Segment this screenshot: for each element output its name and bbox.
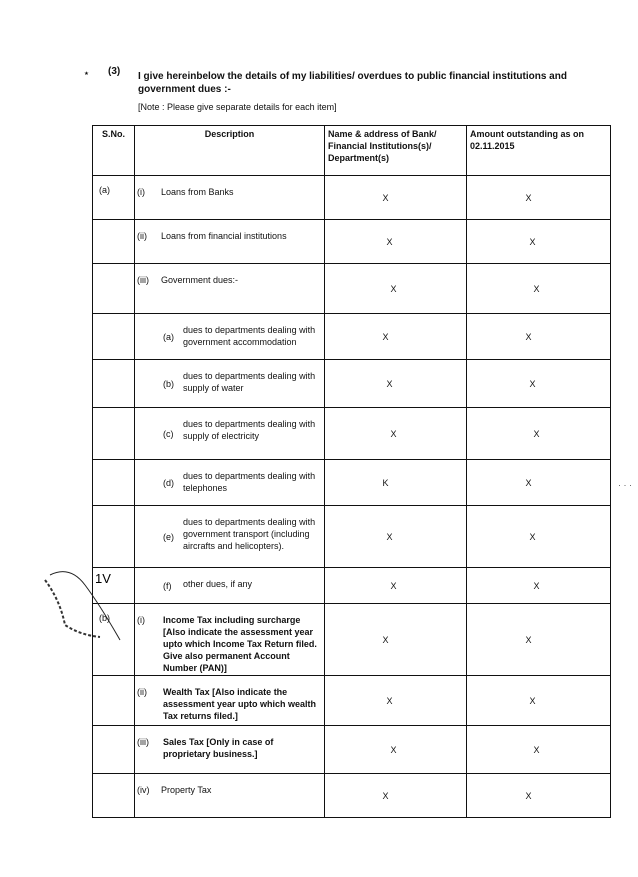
- margin-note: 1V: [95, 571, 111, 586]
- cell-amount: [467, 360, 611, 408]
- cell-amount: [467, 726, 611, 774]
- cell-description: [135, 726, 325, 774]
- cross-mark: X: [386, 378, 393, 389]
- cross-mark: X: [525, 634, 532, 645]
- cross-mark: X: [390, 744, 397, 755]
- cell-sno: [93, 314, 135, 360]
- cell-name-address: [325, 604, 467, 676]
- cross-mark: X: [529, 695, 536, 706]
- cell-amount: [467, 176, 611, 220]
- cell-description: [135, 176, 325, 220]
- cell-amount: [467, 264, 611, 314]
- item-description: Property Tax: [161, 785, 212, 795]
- cell-amount: [467, 220, 611, 264]
- item-description: Wealth Tax [Also indicate the assessment year upto which wealth Tax returns filed.]: [163, 687, 317, 721]
- cross-mark: X: [525, 477, 532, 488]
- liabilities-table: [92, 125, 611, 818]
- item-description: dues to departments dealing with telephones: [183, 471, 316, 493]
- cell-amount: [467, 568, 611, 604]
- cell-description: [135, 506, 325, 568]
- item-number: (iii): [137, 737, 149, 747]
- table-row: [93, 726, 611, 774]
- cell-sno: (b): [93, 604, 135, 676]
- cell-description: [135, 220, 325, 264]
- cross-mark: X: [386, 236, 393, 247]
- cell-name-address: [325, 264, 467, 314]
- sub-item-letter: (e): [163, 532, 174, 542]
- cell-name-address: [325, 360, 467, 408]
- cell-amount: [467, 774, 611, 818]
- table-row: [93, 568, 611, 604]
- table-row: [93, 506, 611, 568]
- cell-description: [135, 774, 325, 818]
- table-row: [93, 176, 611, 220]
- cell-sno: [93, 774, 135, 818]
- table-row: [93, 264, 611, 314]
- item-description: dues to departments dealing with supply of electricity: [183, 419, 316, 441]
- sub-item-letter: (b): [163, 379, 174, 389]
- cross-mark: X: [382, 790, 389, 801]
- table-row: [93, 220, 611, 264]
- cell-amount: [467, 408, 611, 460]
- item-description: Loans from Banks: [161, 187, 234, 197]
- cross-mark: X: [390, 580, 397, 591]
- item-description: dues to departments dealing with government accommodation: [183, 325, 316, 347]
- cross-mark: X: [525, 331, 532, 342]
- item-description: dues to departments dealing with supply of water: [183, 371, 316, 393]
- margin-dots: · · ·: [618, 480, 632, 490]
- item-number: (iv): [137, 785, 150, 795]
- cross-mark: X: [386, 695, 393, 706]
- section-heading: I give hereinbelow the details of my liabilities/ overdues to public financial institutions and government dues :-: [138, 71, 567, 95]
- cell-sno: [93, 726, 135, 774]
- cross-mark: X: [386, 531, 393, 542]
- cell-name-address: [325, 408, 467, 460]
- cell-name-address: [325, 314, 467, 360]
- section-note: [Note : Please give separate details for each item]: [138, 102, 337, 112]
- item-description: Government dues:-: [161, 275, 239, 285]
- cell-sno: [93, 676, 135, 726]
- table-header-row: [93, 126, 611, 176]
- cell-description: [135, 676, 325, 726]
- cell-description: [135, 408, 325, 460]
- header-sno: S.No.: [93, 126, 135, 176]
- section-number: (3): [108, 66, 121, 77]
- header-description: Description: [135, 126, 325, 176]
- item-number: (i): [137, 187, 145, 197]
- cell-name-address: [325, 176, 467, 220]
- cell-sno: [93, 408, 135, 460]
- tick-mark: ٭: [84, 68, 89, 78]
- cross-mark: K: [382, 477, 389, 488]
- cross-mark: X: [382, 331, 389, 342]
- cell-name-address: [325, 460, 467, 506]
- cell-name-address: [325, 774, 467, 818]
- cell-amount: [467, 676, 611, 726]
- cell-amount: [467, 506, 611, 568]
- cell-description: [135, 360, 325, 408]
- item-description: Loans from financial institutions: [161, 231, 287, 241]
- item-number: (iii): [137, 275, 149, 285]
- cross-mark: X: [533, 428, 540, 439]
- cell-description: [135, 568, 325, 604]
- item-number: (ii): [137, 687, 147, 697]
- cell-description: [135, 264, 325, 314]
- table-row: [93, 460, 611, 506]
- cell-amount: [467, 460, 611, 506]
- cell-sno: [93, 460, 135, 506]
- table-row: [93, 774, 611, 818]
- cell-description: [135, 460, 325, 506]
- cross-mark: X: [382, 634, 389, 645]
- sub-item-letter: (d): [163, 478, 174, 488]
- cross-mark: X: [525, 192, 532, 203]
- table-row: [93, 604, 611, 676]
- sub-item-letter: (c): [163, 429, 174, 439]
- item-description: other dues, if any: [183, 579, 253, 589]
- sub-item-letter: (f): [163, 581, 172, 591]
- item-description: dues to departments dealing with government transport (including aircrafts and helicopters).: [183, 517, 316, 551]
- cell-name-address: [325, 726, 467, 774]
- item-number: (ii): [137, 231, 147, 241]
- cell-description: [135, 314, 325, 360]
- cell-name-address: [325, 220, 467, 264]
- item-description: Income Tax including surcharge [Also indicate the assessment year upto which Income Tax Return filed. Give also permanent Account Number (PAN)]: [163, 615, 317, 673]
- item-description: Sales Tax [Only in case of proprietary business.]: [163, 737, 274, 759]
- cross-mark: X: [533, 283, 540, 294]
- cross-mark: X: [525, 790, 532, 801]
- cross-mark: X: [390, 283, 397, 294]
- header-amount-outstanding: Amount outstanding as on 02.11.2015: [467, 126, 611, 176]
- cell-amount: [467, 314, 611, 360]
- cell-name-address: [325, 506, 467, 568]
- cross-mark: X: [382, 192, 389, 203]
- cell-amount: [467, 604, 611, 676]
- cell-sno: [93, 360, 135, 408]
- cell-sno: (a): [93, 176, 135, 220]
- header-name-address: Name & address of Bank/ Financial Institutions(s)/ Department(s): [325, 126, 467, 176]
- table-row: [93, 408, 611, 460]
- cell-name-address: [325, 676, 467, 726]
- table-row: [93, 314, 611, 360]
- cross-mark: X: [529, 531, 536, 542]
- cross-mark: X: [529, 236, 536, 247]
- cross-mark: X: [533, 580, 540, 591]
- cell-sno: [93, 264, 135, 314]
- cross-mark: X: [533, 744, 540, 755]
- seal-stamp: [40, 555, 135, 645]
- sub-item-letter: (a): [163, 332, 174, 342]
- cell-sno: [93, 220, 135, 264]
- cross-mark: X: [390, 428, 397, 439]
- table-row: [93, 676, 611, 726]
- table-row: [93, 360, 611, 408]
- cell-name-address: [325, 568, 467, 604]
- cell-description: [135, 604, 325, 676]
- cross-mark: X: [529, 378, 536, 389]
- item-number: (i): [137, 615, 145, 625]
